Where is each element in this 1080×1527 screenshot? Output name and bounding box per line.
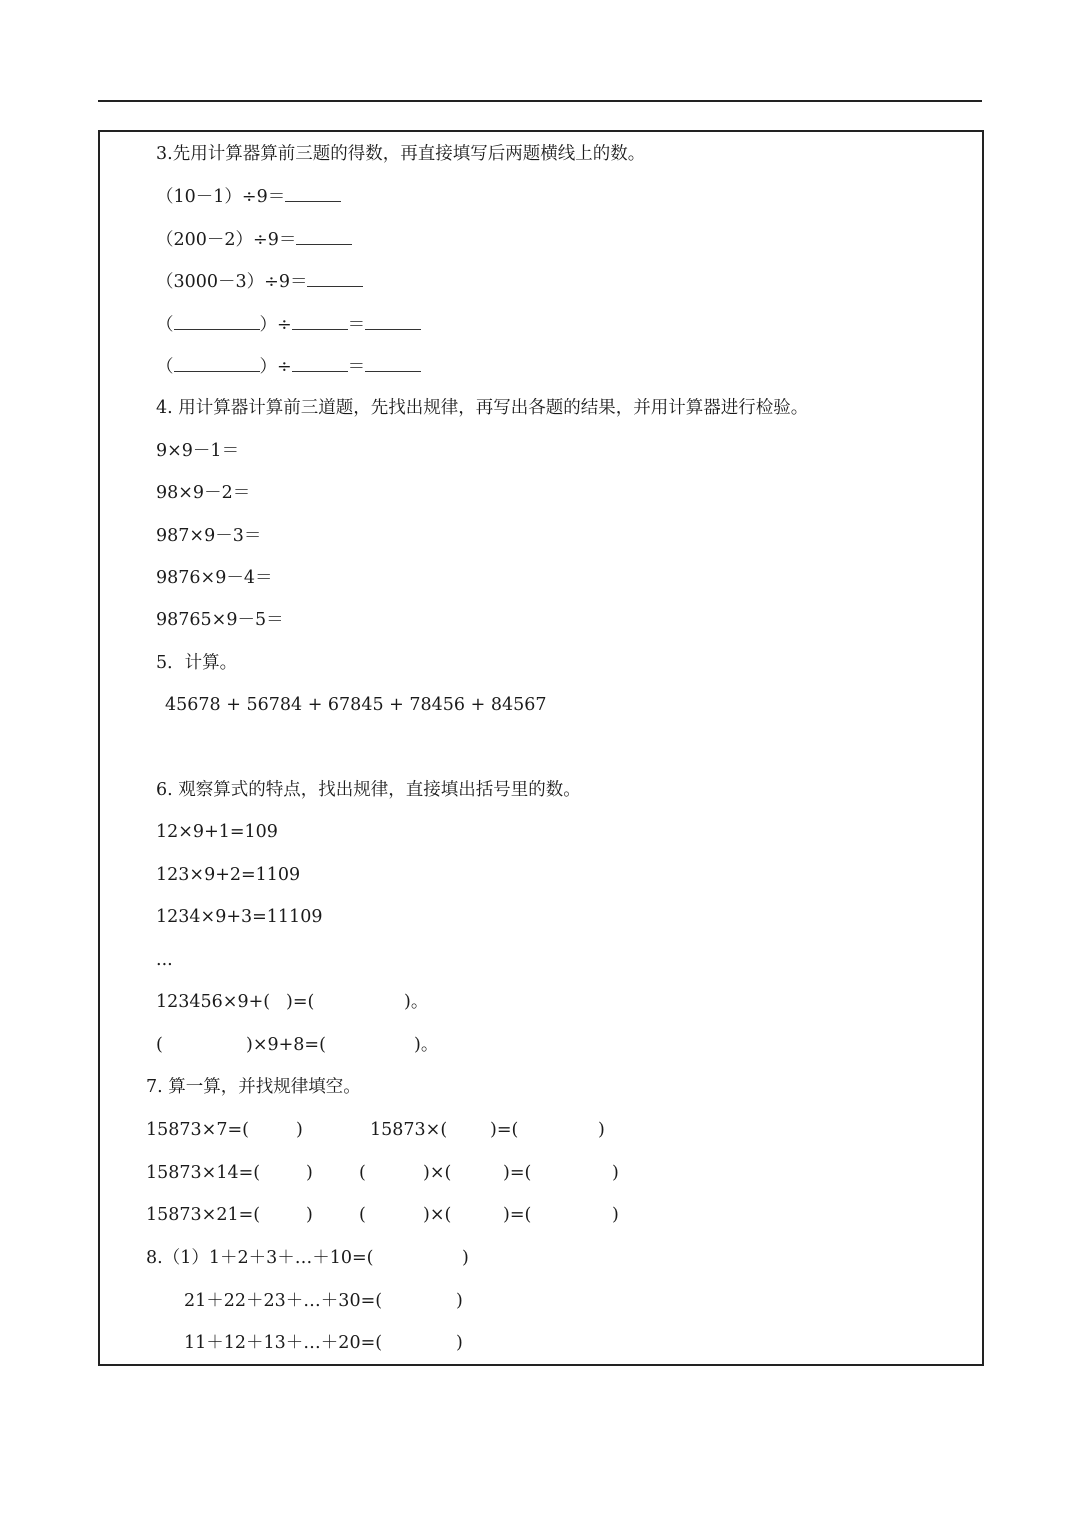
q6-fill-1-b: )=(	[286, 992, 315, 1012]
q8-line-3-b: )	[456, 1333, 463, 1353]
q7-r1-c: 15873×(	[370, 1120, 448, 1140]
q7-r3-f: )	[612, 1205, 619, 1225]
q6-line-2: 123×9+2=1109	[156, 865, 301, 885]
q4-line-4: 9876×9－4＝	[156, 568, 273, 588]
q8-line-1-b: )	[462, 1248, 469, 1268]
q3-line-1	[156, 185, 341, 208]
paren-close: ）	[259, 315, 277, 335]
q3-line-3	[156, 270, 363, 293]
q7-r2-f: )	[612, 1163, 619, 1183]
q4-line-1: 9×9－1＝	[156, 441, 240, 461]
answer-blank[interactable]	[307, 270, 363, 287]
q8-line-1-a: 8.（1）1＋2＋3＋…＋10=(	[146, 1248, 374, 1268]
q4-title: 4. 用计算器计算前三道题，先找出规律，再写出各题的结果，并用计算器进行检验。	[156, 398, 809, 418]
answer-blank[interactable]	[174, 355, 260, 372]
q7-r1-b: )	[296, 1120, 303, 1140]
q7-r1-d: )=(	[490, 1120, 519, 1140]
q8-line-2-b: )	[456, 1291, 463, 1311]
q6-fill-1-a: 123456×9+(	[156, 992, 271, 1012]
q7-r2-d: )×(	[423, 1163, 452, 1183]
header-rule	[98, 100, 982, 102]
q7-r3-e: )=(	[503, 1205, 532, 1225]
q7-r2-b: )	[306, 1163, 313, 1183]
q7-r3-b: )	[306, 1205, 313, 1225]
answer-blank[interactable]	[365, 313, 421, 330]
q6-line-1: 12×9+1=109	[156, 822, 278, 842]
equals-sign: ＝	[347, 315, 366, 335]
q6-fill-2-c: )。	[414, 1035, 439, 1055]
q6-fill-2-b: )×9+8=(	[246, 1035, 326, 1055]
q6-ellipsis: ...	[156, 950, 173, 970]
answer-blank[interactable]	[292, 313, 348, 330]
q7-r2-c: (	[359, 1163, 366, 1183]
paren-open: （	[156, 357, 174, 377]
answer-blank[interactable]	[292, 355, 348, 372]
q6-fill-1-c: )。	[404, 992, 429, 1012]
divide-sign: ÷	[277, 357, 292, 377]
q3-line-2	[156, 228, 352, 251]
q5-expression: 45678 + 56784 + 67845 + 78456 + 84567	[165, 695, 547, 715]
q7-r3-d: )×(	[423, 1205, 452, 1225]
q6-fill-2-a: (	[156, 1035, 163, 1055]
q6-title: 6. 观察算式的特点，找出规律，直接填出括号里的数。	[156, 780, 581, 800]
q7-title: 7. 算一算，并找规律填空。	[146, 1077, 361, 1097]
q8-line-3-a: 11＋12＋13＋…＋20=(	[184, 1333, 383, 1353]
q3-line-5	[156, 355, 421, 378]
answer-blank[interactable]	[174, 313, 260, 330]
q8-line-2-a: 21＋22＋23＋…＋30=(	[184, 1291, 383, 1311]
answer-blank[interactable]	[296, 228, 352, 245]
answer-blank[interactable]	[285, 185, 341, 202]
q4-line-3: 987×9－3＝	[156, 526, 262, 546]
q7-r3-a: 15873×21=(	[146, 1205, 261, 1225]
q6-line-3: 1234×9+3=11109	[156, 907, 323, 927]
q7-r2-e: )=(	[503, 1163, 532, 1183]
q7-r1-a: 15873×7=(	[146, 1120, 249, 1140]
q7-r1-e: )	[598, 1120, 605, 1140]
q5-title: 5．计算。	[156, 653, 238, 673]
q3-expr-1: （10－1）÷9＝	[156, 187, 286, 207]
paren-open: （	[156, 315, 174, 335]
answer-blank[interactable]	[365, 355, 421, 372]
q3-title: 3.先用计算器算前三题的得数，再直接填写后两题横线上的数。	[156, 144, 646, 164]
paren-close: ）	[259, 357, 277, 377]
q7-r3-c: (	[359, 1205, 366, 1225]
q4-line-5: 98765×9－5＝	[156, 610, 284, 630]
q7-r2-a: 15873×14=(	[146, 1163, 261, 1183]
equals-sign: ＝	[347, 357, 366, 377]
q3-expr-2: （200－2）÷9＝	[156, 230, 297, 250]
q3-expr-3: （3000－3）÷9＝	[156, 272, 308, 292]
q4-line-2: 98×9－2＝	[156, 483, 251, 503]
q3-line-4	[156, 313, 421, 336]
divide-sign: ÷	[277, 315, 292, 335]
